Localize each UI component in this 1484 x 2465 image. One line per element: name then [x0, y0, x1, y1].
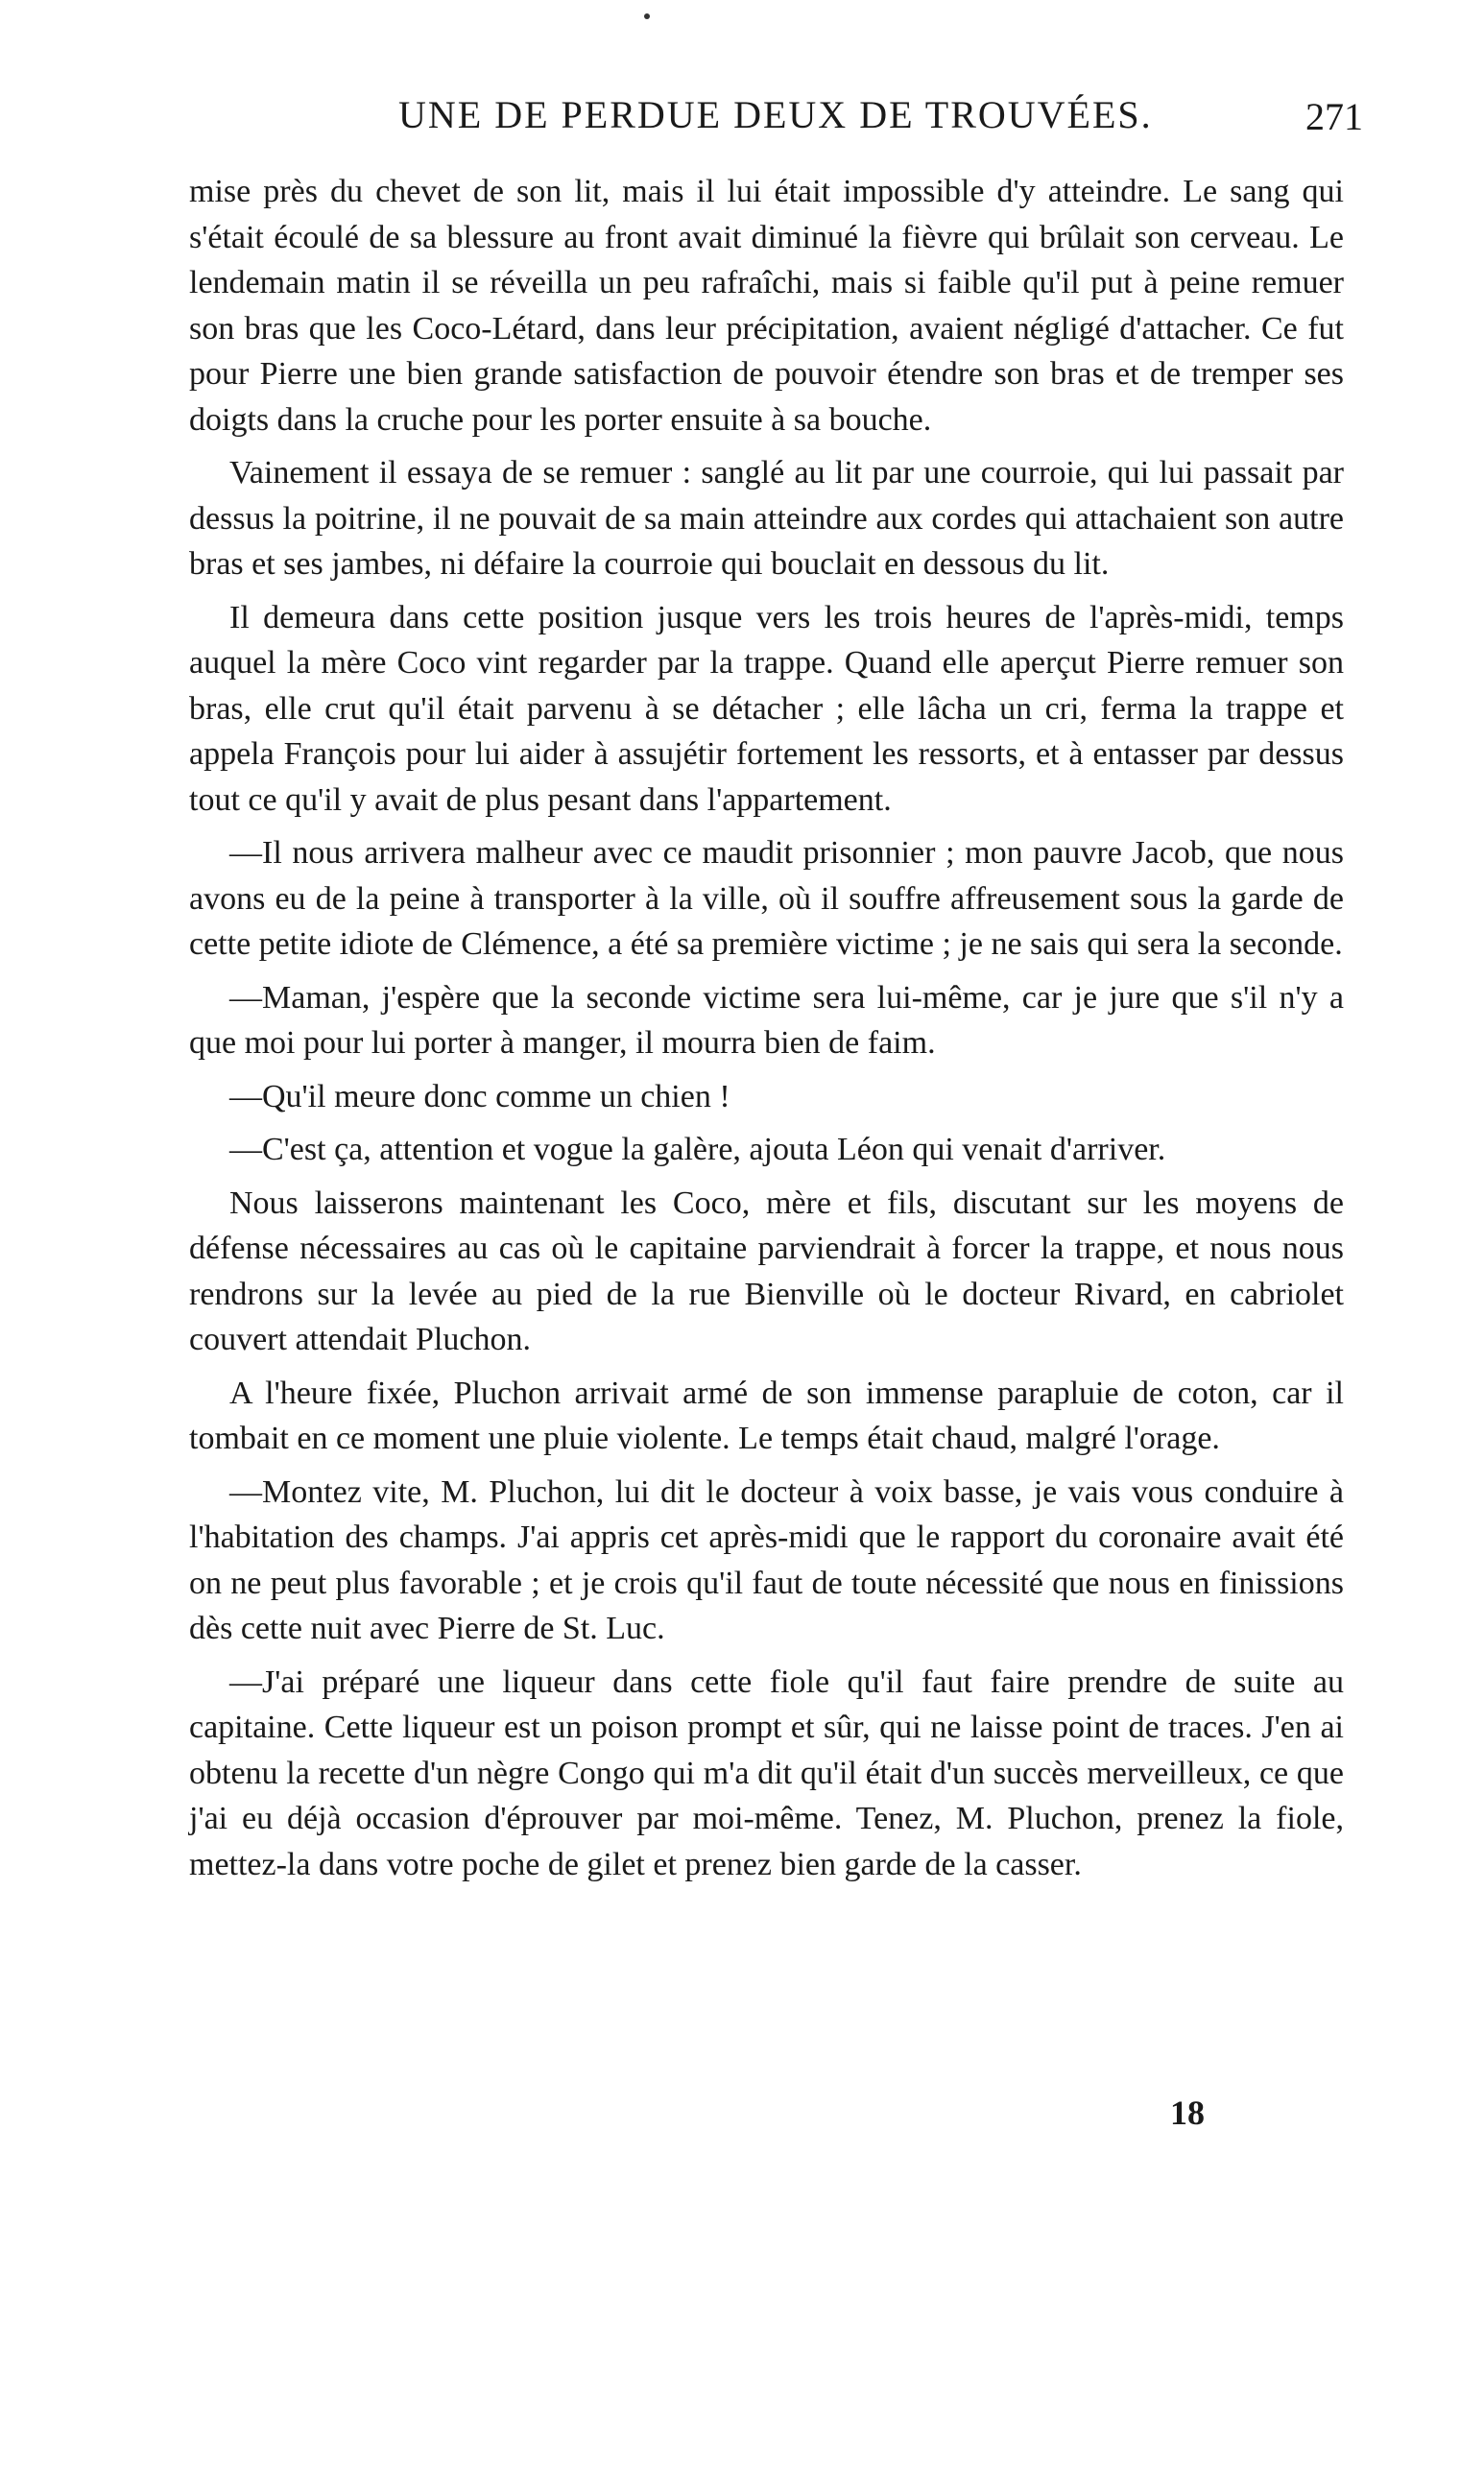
- page-header: [163, 92, 1363, 159]
- body-text: [189, 169, 1344, 1895]
- dialogue-paragraph: —Maman, j'espère que la seconde victime sera lui-même, car je jure que s'il n'y a que moi pour lui porter à manger, il mourra bien de faim.: [189, 979, 1344, 1061]
- running-title: UNE DE PERDUE DEUX DE TROUVÉES.: [398, 93, 1153, 136]
- dialogue-paragraph: —Montez vite, M. Pluchon, lui dit le docteur à voix basse, je vais vous conduire à l'habitation des champs. J'ai appris cet après-midi que le rapport du coronaire avait été on ne peut plus favorable ; et je crois qu'il faut de toute nécessité que nous en finissions dès cette nuit avec Pierre de St. Luc.: [189, 1473, 1344, 1646]
- paragraph: Il demeura dans cette position jusque vers les trois heures de l'après-midi, temps auquel la mère Coco vint regarder par la trappe. Quand elle aperçut Pierre remuer son bras, elle crut qu'il était parvenu à se détacher ; elle lâcha un cri, ferma la trappe et appela François pour lui aider à assujétir fortement les ressorts, et à entasser par dessus tout ce qu'il y avait de plus pesant dans l'appartement.: [189, 599, 1344, 818]
- paragraph-continuation: mise près du chevet de son lit, mais il lui était impossible d'y atteindre. Le sang qui s'était écoulé de sa blessure au front avait diminué la fièvre qui brûlait son cerveau. Le lendemain matin il se réveilla un peu rafraîchi, mais si faible qu'il put à peine remuer son bras que les Coco-Létard, dans leur précipitation, avaient négligé d'attacher. Ce fut pour Pierre une bien grande satisfaction de pouvoir étendre son bras et de tremper ses doigts dans la cruche pour les porter ensuite à sa bouche.: [189, 174, 1344, 438]
- dialogue-paragraph: —C'est ça, attention et vogue la galère, ajouta Léon qui venait d'arriver.: [229, 1132, 1166, 1167]
- paragraph: Nous laisserons maintenant les Coco, mère et fils, discutant sur les moyens de défense nécessaires au cas où le capitaine parviendrait à forcer la trappe, et nous nous rendrons sur la levée au pied de la rue Bienville où le docteur Rivard, en cabriolet couvert attendait Pluchon.: [189, 1185, 1344, 1357]
- dialogue-paragraph: —Il nous arrivera malheur avec ce maudit prisonnier ; mon pauvre Jacob, que nous avons eu de la peine à transporter à la ville, où il souffre affreusement sous la garde de cette petite idiote de Clémence, a été sa première victime ; je ne sais qui sera la seconde.: [189, 835, 1344, 962]
- paragraph: A l'heure fixée, Pluchon arrivait armé de son immense parapluie de coton, car il tombait en ce moment une pluie violente. Le temps était chaud, malgré l'orage.: [189, 1375, 1344, 1456]
- signature-mark: 18: [1170, 2094, 1205, 2132]
- paragraph: Vainement il essaya de se remuer : sanglé au lit par une courroie, qui lui passait par dessus la poitrine, il ne pouvait de sa main atteindre aux cordes qui attachaient son autre bras et ses jambes, ni défaire la courroie qui bouclait en dessous du lit.: [189, 455, 1344, 582]
- dialogue-paragraph: —J'ai préparé une liqueur dans cette fiole qu'il faut faire prendre de suite au capitaine. Cette liqueur est un poison prompt et sûr, qui ne laisse point de traces. J'en ai obtenu la recette d'un nègre Congo qui m'a dit qu'il était d'un succès merveilleux, ce que j'ai eu déjà occasion d'éprouver par moi-même. Tenez, M. Pluchon, prenez la fiole, mettez-la dans votre poche de gilet et prenez bien garde de la casser.: [189, 1663, 1344, 1882]
- page-speck-mark: [644, 13, 650, 19]
- page-number: 271: [1305, 95, 1363, 138]
- dialogue-paragraph: —Qu'il meure donc comme un chien !: [229, 1078, 730, 1114]
